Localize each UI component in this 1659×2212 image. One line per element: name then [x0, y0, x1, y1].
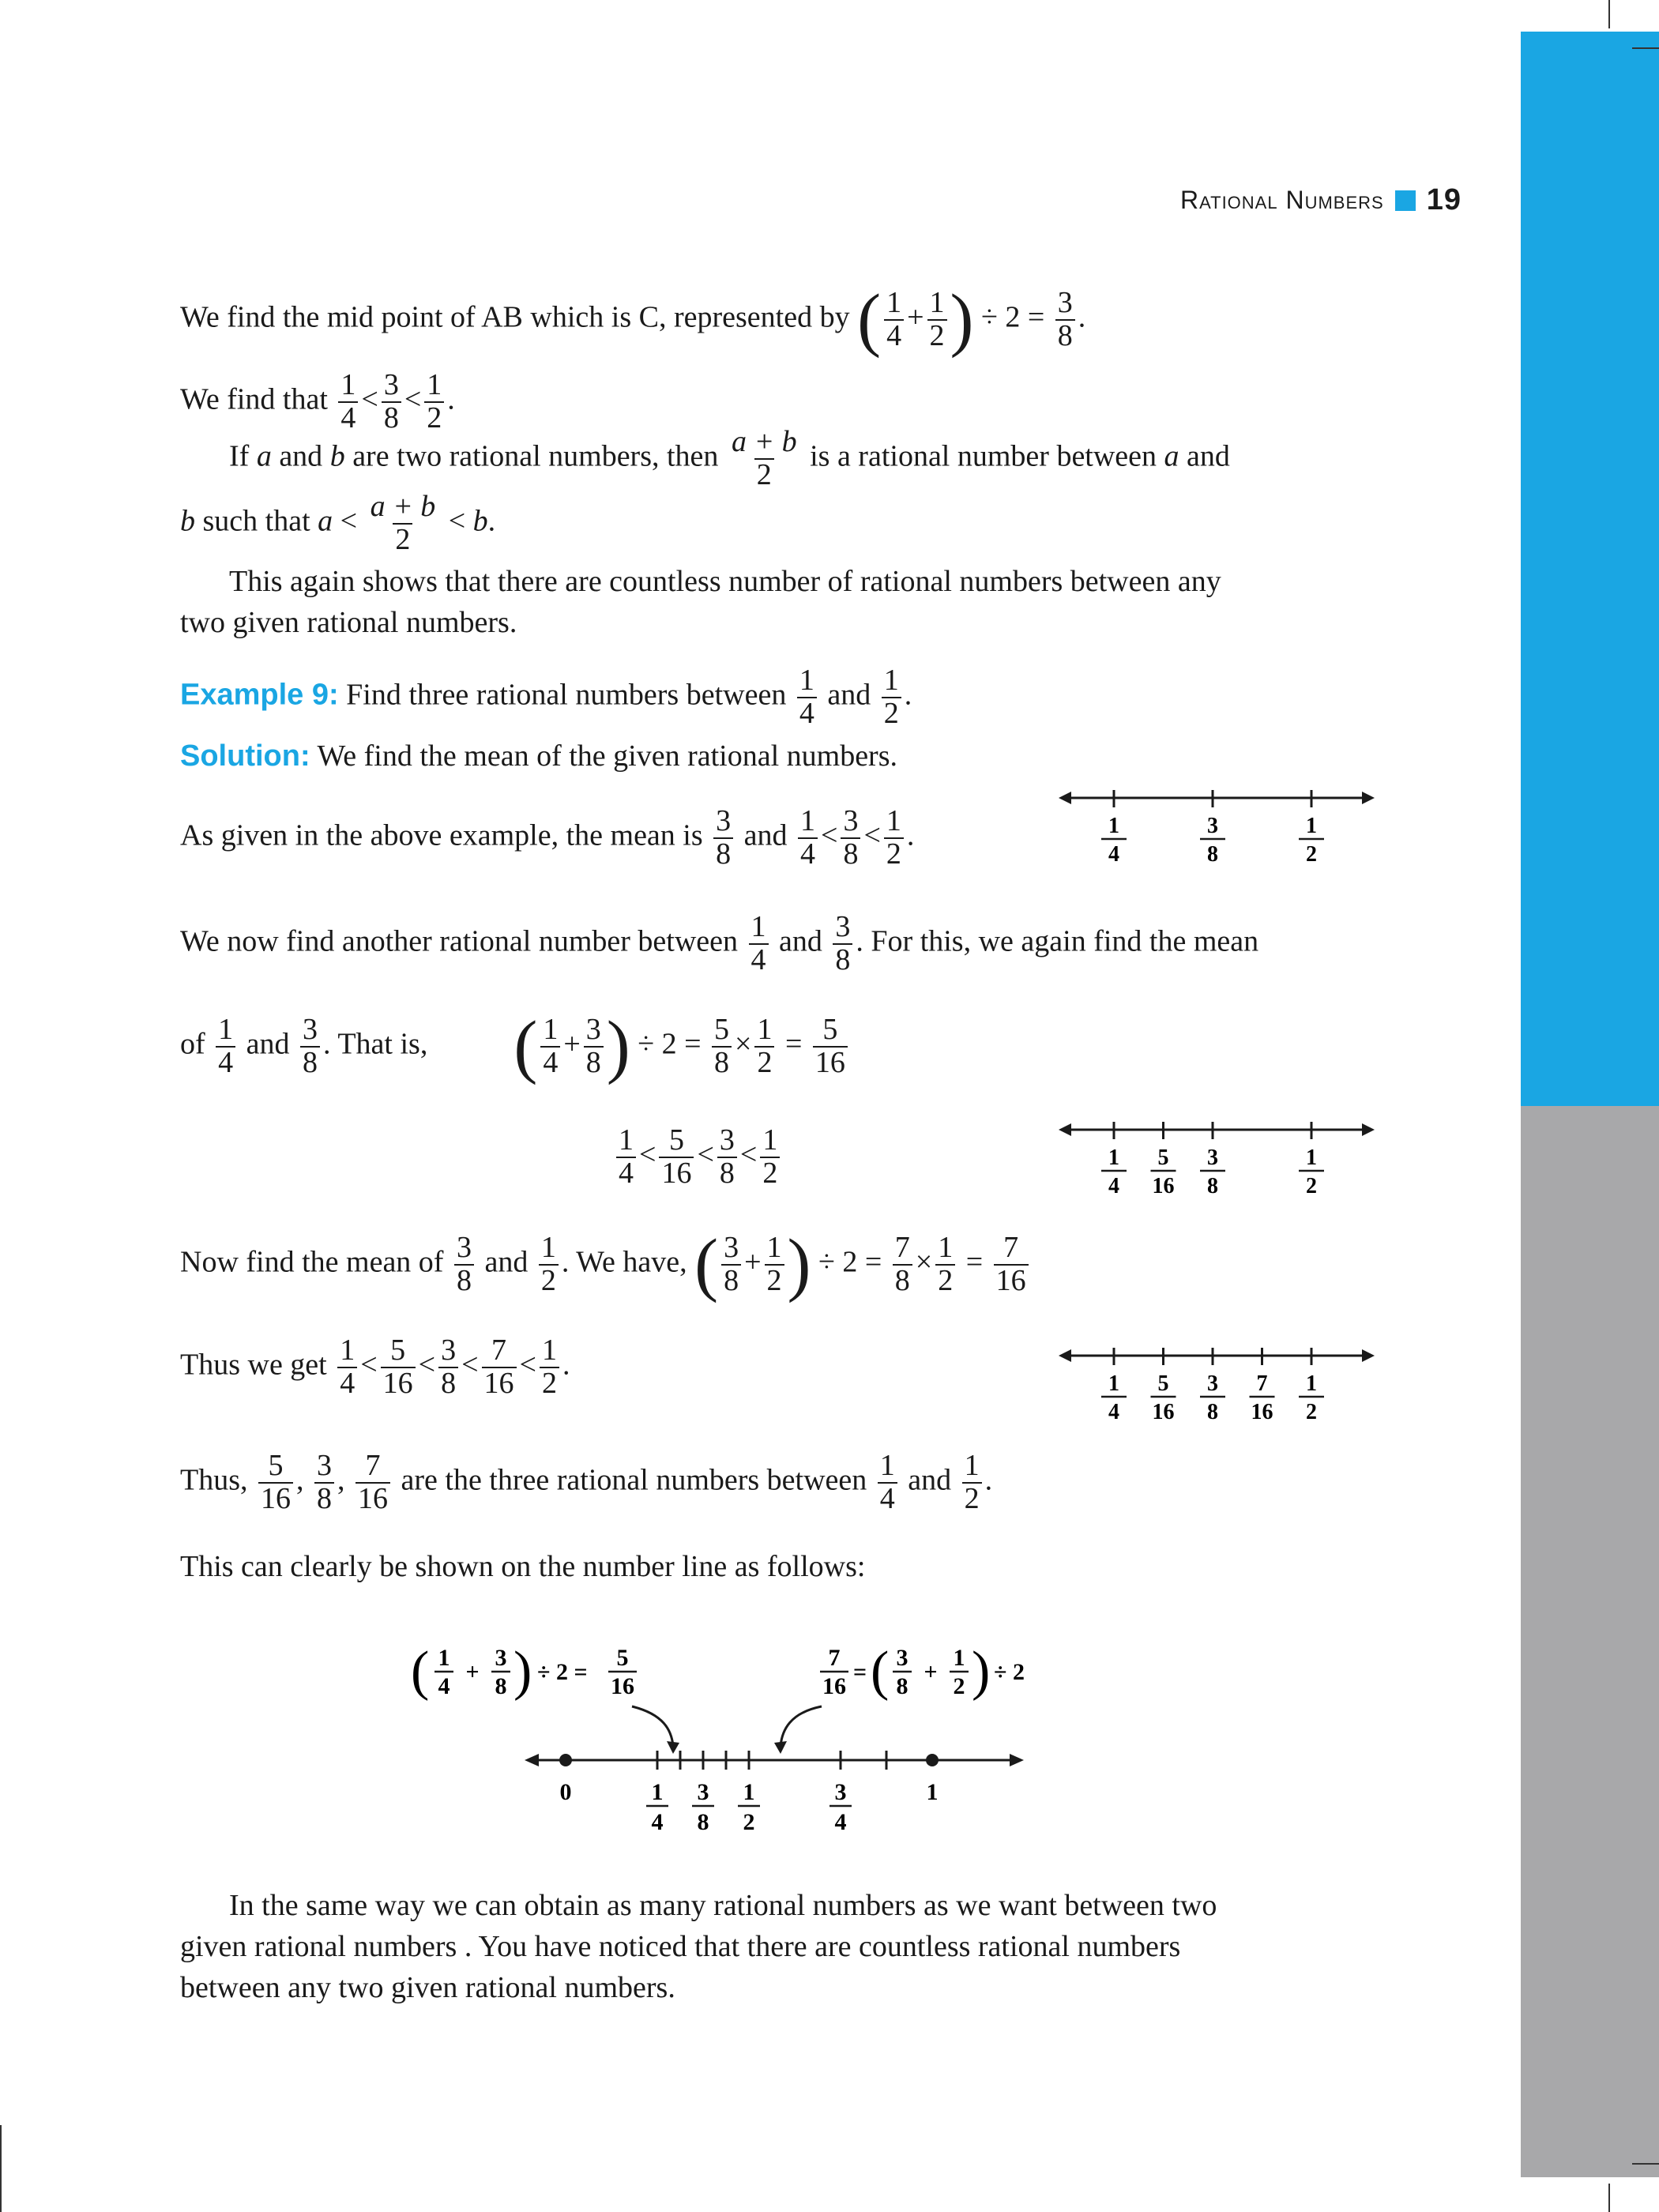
tick-denominator: 8: [1207, 1400, 1218, 1424]
tick-denominator: 4: [834, 1809, 847, 1835]
crop-mark: [1632, 47, 1659, 49]
paragraph: In the same way we can obtain as many rational numbers as we want between two given rational numbers . You have noticed that there are countless rational numbers between any two given rational numbers.: [180, 1889, 1217, 2004]
tick-denominator: 16: [1152, 1400, 1175, 1424]
tick-denominator: 4: [651, 1809, 664, 1835]
bl-l-bn: 3: [495, 1645, 507, 1671]
tick-numerator: 5: [1157, 1146, 1169, 1170]
another-number-line: We now find another rational number between $\frac{1}{4}$ and $\frac{3}{8}$ . For this, we again find the mean: [180, 910, 1259, 976]
tick-numerator: 3: [834, 1779, 847, 1805]
tick-numerator: 5: [1157, 1371, 1169, 1396]
tick-denominator: 4: [1108, 842, 1119, 867]
bl-r-bn: 1: [953, 1645, 965, 1671]
text: We find the mid point of AB which is C, represented by: [180, 300, 850, 334]
endpoint-dot: [559, 1754, 572, 1766]
bl-zero: 0: [559, 1779, 572, 1805]
solution: Solution: We find the mean of the given rational numbers.: [180, 739, 897, 773]
bl-r-bd: 2: [953, 1673, 965, 1699]
mean-line: As given in the above example, the mean is $\frac{3}{8}$ and $\frac{1}{4}$ < $\frac{3}{8}$ < $\frac{1}{2}$ .: [180, 804, 915, 871]
mean-calc-1: of $\frac{1}{4}$ and $\frac{3}{8}$ . That is, ( $\frac{1}{4}$ + $\frac{3}{8}$ ) ÷ 2 = $\frac{5}{8}$ × $\frac{1}{2}$ = $\frac{5}{16}$: [180, 1011, 851, 1082]
svg-text:(: (: [411, 1641, 430, 1702]
crop-mark: [1632, 2163, 1659, 2165]
mean-calc-2: Now find the mean of $\frac{3}{8}$ and $\frac{1}{2}$ . We have, ( $\frac{3}{8}$ + $\frac{1}{2}$ ) ÷ 2 = $\frac{7}{8}$ × $\frac{1}{2}$ = $\frac{7}{16}$: [180, 1229, 1032, 1300]
rule-line-1: If a and b are two rational numbers, then $\frac{a + b}{2}$ is a rational number between a and: [229, 425, 1230, 491]
tick-denominator: 2: [1306, 842, 1317, 867]
svg-text:): ): [514, 1641, 532, 1702]
example-9: Example 9: Find three rational numbers between $\frac{1}{4}$ and $\frac{1}{2}$ .: [180, 664, 912, 730]
header-square-icon: [1395, 190, 1416, 211]
page-number: 19: [1426, 183, 1462, 216]
tick-numerator: 7: [1256, 1371, 1268, 1396]
number-line-intro: This can clearly be shown on the number line as follows:: [180, 1550, 866, 1583]
crop-mark: [1608, 0, 1610, 28]
bl-l-plus: +: [465, 1659, 480, 1685]
tick-denominator: 4: [1108, 1174, 1119, 1198]
solution-label: Solution:: [180, 739, 310, 773]
bl-r-an: 3: [896, 1645, 908, 1671]
bl-one: 1: [926, 1779, 939, 1805]
tick-numerator: 1: [1108, 1371, 1119, 1396]
fraction: $\frac{1}{4}$: [884, 288, 904, 352]
bl-r-ad: 8: [896, 1673, 908, 1699]
tick-denominator: 8: [1207, 1174, 1218, 1198]
side-band-gray: [1521, 1106, 1659, 2177]
bl-r-eq: =: [853, 1659, 867, 1685]
tick-denominator: 8: [1207, 842, 1218, 867]
conclusion-line: Thus, $\frac{5}{16}$ , $\frac{3}{8}$ , $\frac{7}{16}$ are the three rational numbers between $\frac{1}{4}$ and $\frac{1}{2}$ .: [180, 1449, 993, 1515]
number-line-1: [1059, 782, 1375, 877]
tick-denominator: 2: [1306, 1400, 1317, 1424]
chapter-title: Rational Numbers: [1179, 186, 1384, 214]
endpoint-dot: [926, 1754, 939, 1766]
crop-mark: [0, 2125, 2, 2212]
tick-numerator: 1: [1306, 814, 1317, 838]
bl-l-ad: 4: [438, 1673, 450, 1699]
bl-l-bd: 8: [495, 1673, 507, 1699]
tick-numerator: 3: [1207, 814, 1218, 838]
svg-text:): ): [972, 1641, 991, 1702]
running-header: [1180, 183, 1462, 217]
tick-numerator: 1: [743, 1779, 755, 1805]
tick-denominator: 8: [697, 1809, 709, 1835]
tick-denominator: 16: [1152, 1174, 1175, 1198]
paragraph: This again shows that there are countless number of rational numbers between any two given rational numbers.: [180, 565, 1221, 639]
number-line-2: [1059, 1114, 1375, 1209]
bl-l-an: 1: [438, 1645, 450, 1671]
tick-numerator: 3: [1207, 1371, 1218, 1396]
number-line-3: [1059, 1340, 1375, 1435]
tick-numerator: 1: [651, 1779, 664, 1805]
inequality-line: We find that $\frac{1}{4}$ < $\frac{3}{8}$ < $\frac{1}{2}$ .: [180, 368, 455, 434]
tick-numerator: 3: [1207, 1146, 1218, 1170]
bl-r-div: ÷ 2: [994, 1659, 1025, 1685]
bl-r-rd: 16: [822, 1673, 846, 1699]
tick-numerator: 1: [1306, 1371, 1317, 1396]
tick-denominator: 16: [1251, 1400, 1273, 1424]
tick-denominator: 2: [743, 1809, 755, 1835]
side-band-accent: [1521, 32, 1659, 1106]
example-label: Example 9:: [180, 678, 339, 712]
rule-line-2: b such that a < $\frac{a + b}{2}$ < b.: [180, 490, 496, 556]
number-line-diagram: [395, 1627, 1059, 1849]
fraction: $\frac{1}{2}$: [927, 288, 947, 352]
tick-denominator: 4: [1108, 1400, 1119, 1424]
bl-l-div: ÷ 2 =: [537, 1659, 588, 1685]
tick-numerator: 3: [697, 1779, 709, 1805]
crop-mark: [1608, 2184, 1610, 2212]
bl-l-rn: 5: [616, 1645, 629, 1671]
inequality-line-2: $\frac{1}{4}$ < $\frac{5}{16}$ < $\frac{3}{8}$ < $\frac{1}{2}$: [613, 1125, 783, 1190]
tick-denominator: 2: [1306, 1174, 1317, 1198]
bl-r-rn: 7: [828, 1645, 841, 1671]
tick-numerator: 1: [1108, 814, 1119, 838]
tick-numerator: 1: [1306, 1146, 1317, 1170]
midpoint-line: We find the mid point of AB which is C, represented by ( $\frac{1}{4}$ + $\frac{1}{2}$ ) ÷ 2 = $\frac{3}{8}$ .: [180, 280, 1086, 359]
svg-text:(: (: [871, 1641, 890, 1702]
fraction: $\frac{3}{8}$: [1055, 288, 1075, 352]
bl-l-rd: 16: [611, 1673, 634, 1699]
bl-r-plus: +: [924, 1659, 938, 1685]
final-inequality: Thus we get $\frac{1}{4}$ < $\frac{5}{16}$ < $\frac{3}{8}$ < $\frac{7}{16}$ < $\frac{1}{2}$ .: [180, 1334, 570, 1400]
tick-numerator: 1: [1108, 1146, 1119, 1170]
